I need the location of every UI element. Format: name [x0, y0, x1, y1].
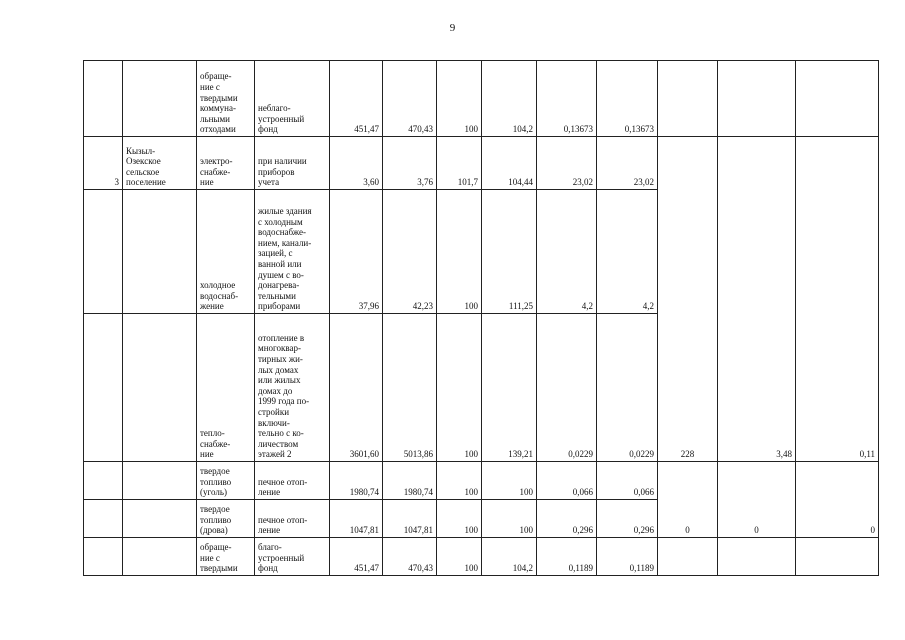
- region-cell: [123, 61, 197, 137]
- region-cell: [123, 538, 197, 576]
- service-cell: электро- снабже- ние: [197, 137, 255, 190]
- value-cell: 0,13673: [597, 61, 658, 137]
- group-value-cell: 228: [658, 137, 718, 462]
- empty-cell: [718, 61, 796, 137]
- value-cell: 104,44: [482, 137, 537, 190]
- value-cell: 100: [437, 190, 482, 314]
- value-cell: 0,066: [537, 462, 597, 500]
- region-number-cell: [84, 462, 123, 500]
- condition-cell: печное отоп- ление: [255, 500, 330, 538]
- service-cell: обраще- ние с твердыми коммуна- льными отходами: [197, 61, 255, 137]
- empty-cell: [658, 61, 718, 137]
- empty-cell: [796, 538, 879, 576]
- region-number-cell: [84, 500, 123, 538]
- value-cell: 0,1189: [537, 538, 597, 576]
- value-cell: 100: [482, 462, 537, 500]
- value-cell: 3,60: [330, 137, 383, 190]
- region-number-cell: [84, 61, 123, 137]
- value-cell: 3601,60: [330, 314, 383, 462]
- region-cell: [123, 190, 197, 314]
- value-cell: 451,47: [330, 538, 383, 576]
- group-value-cell: 0: [658, 462, 718, 538]
- table-row: [84, 462, 879, 500]
- value-cell: 470,43: [383, 61, 437, 137]
- value-cell: 23,02: [537, 137, 597, 190]
- value-cell: 1980,74: [330, 462, 383, 500]
- value-cell: 100: [437, 61, 482, 137]
- region-number-cell: [84, 190, 123, 314]
- region-number-cell: [84, 538, 123, 576]
- service-cell: холодное водоснаб- жение: [197, 190, 255, 314]
- table-row: [84, 61, 879, 137]
- condition-cell: печное отоп- ление: [255, 462, 330, 500]
- value-cell: 42,23: [383, 190, 437, 314]
- table-row: [84, 538, 879, 576]
- value-cell: 0,1189: [597, 538, 658, 576]
- condition-cell: отопление в многоквар- тирных жи- лых домах или жилых домах до 1999 года по- стройки включи- тельно с ко- личеством этажей 2: [255, 314, 330, 462]
- value-cell: 104,2: [482, 538, 537, 576]
- value-cell: 100: [437, 500, 482, 538]
- group-value-cell: 0: [718, 462, 796, 538]
- value-cell: 3,76: [383, 137, 437, 190]
- condition-cell: благо- устроенный фонд: [255, 538, 330, 576]
- value-cell: 100: [437, 314, 482, 462]
- value-cell: 100: [482, 500, 537, 538]
- group-value-cell: 3,48: [718, 137, 796, 462]
- value-cell: 0,296: [597, 500, 658, 538]
- service-cell: тепло- снабже- ние: [197, 314, 255, 462]
- value-cell: 139,21: [482, 314, 537, 462]
- value-cell: 101,7: [437, 137, 482, 190]
- value-cell: 100: [437, 538, 482, 576]
- value-cell: 0,0229: [597, 314, 658, 462]
- value-cell: 0,0229: [537, 314, 597, 462]
- value-cell: 1980,74: [383, 462, 437, 500]
- group-value-cell: 0: [796, 462, 879, 538]
- region-cell: [123, 462, 197, 500]
- condition-cell: при наличии приборов учета: [255, 137, 330, 190]
- region-cell: [123, 500, 197, 538]
- condition-cell: неблаго- устроенный фонд: [255, 61, 330, 137]
- region-cell: Кызыл- Озекское сельское поселение: [123, 137, 197, 190]
- value-cell: 5013,86: [383, 314, 437, 462]
- condition-cell: жилые здания с холодным водоснабже- нием, канали- зацией, с ванной или душем с во- донагрева- тельными приборами: [255, 190, 330, 314]
- value-cell: 4,2: [537, 190, 597, 314]
- page-number: 9: [449, 22, 456, 34]
- region-cell: [123, 314, 197, 462]
- region-number-cell: [84, 314, 123, 462]
- empty-cell: [658, 538, 718, 576]
- tariff-table: [83, 60, 879, 576]
- service-cell: твердое топливо (дрова): [197, 500, 255, 538]
- service-cell: твердое топливо (уголь): [197, 462, 255, 500]
- value-cell: 100: [437, 462, 482, 500]
- service-cell: обраще- ние с твердыми: [197, 538, 255, 576]
- value-cell: 0,13673: [537, 61, 597, 137]
- value-cell: 470,43: [383, 538, 437, 576]
- value-cell: 1047,81: [330, 500, 383, 538]
- table-row: [84, 137, 879, 190]
- empty-cell: [718, 538, 796, 576]
- value-cell: 111,25: [482, 190, 537, 314]
- value-cell: 37,96: [330, 190, 383, 314]
- value-cell: 23,02: [597, 137, 658, 190]
- region-number-cell: 3: [84, 137, 123, 190]
- value-cell: 104,2: [482, 61, 537, 137]
- value-cell: 451,47: [330, 61, 383, 137]
- value-cell: 4,2: [597, 190, 658, 314]
- empty-cell: [796, 61, 879, 137]
- value-cell: 0,296: [537, 500, 597, 538]
- group-value-cell: 0,11: [796, 137, 879, 462]
- value-cell: 1047,81: [383, 500, 437, 538]
- value-cell: 0,066: [597, 462, 658, 500]
